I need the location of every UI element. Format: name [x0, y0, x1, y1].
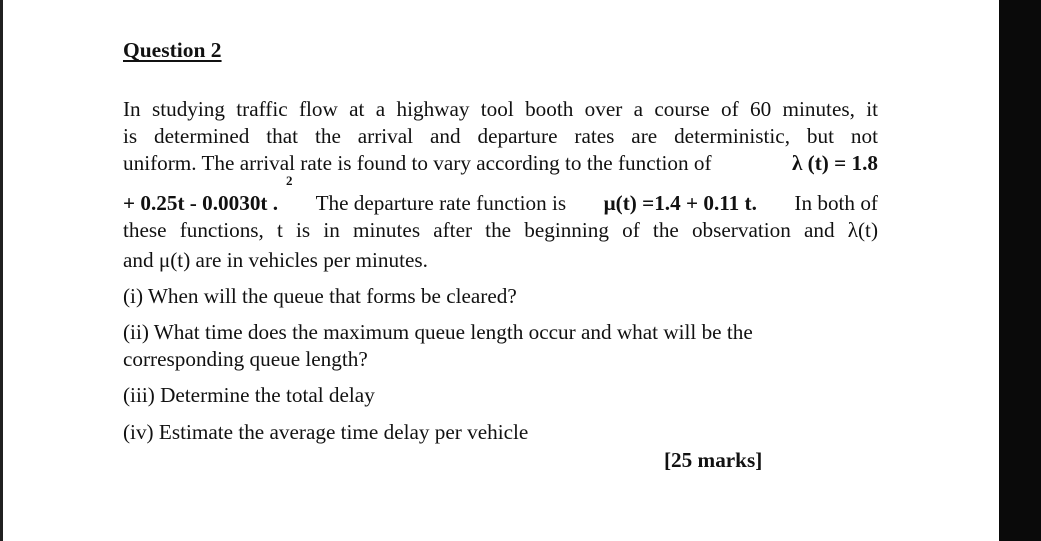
window-right-edge: [999, 0, 1041, 541]
question-ii-line-2: corresponding queue length?: [123, 347, 368, 371]
body-line-5-text: these functions, t is in minutes after the beginning of the observation and λ(t): [123, 218, 878, 242]
body-line-4-text-a: The departure rate function is: [315, 191, 567, 215]
body-line-6: [123, 247, 878, 274]
body-line-1: [123, 96, 878, 123]
body-line-2-text: is determined that the arrival and departure rates are deterministic, but not: [123, 124, 878, 148]
body-line-6-text: and μ(t) are in vehicles per minutes.: [123, 248, 428, 272]
question-title: Question 2: [123, 38, 222, 62]
question-iv: (iv) Estimate the average time delay per vehicle: [123, 420, 529, 444]
body-line-5: [123, 217, 878, 244]
formula-period: .: [272, 191, 279, 215]
arrival-rate-formula: λ (t) = 1.8: [791, 151, 878, 175]
superscript-two: 2: [286, 173, 293, 188]
body-line-1-text: In studying traffic flow at a highway tool booth over a course of 60 minutes, it: [123, 97, 878, 121]
arrival-rate-formula-cont: + 0.25t - 0.0030t: [123, 191, 268, 215]
question-iii: (iii) Determine the total delay: [123, 383, 375, 407]
question-i: (i) When will the queue that forms be cleared?: [123, 284, 517, 308]
question-ii-line-1: (ii) What time does the maximum queue length occur and what will be the: [123, 320, 753, 344]
body-line-3-text: uniform. The arrival rate is found to vary according to the function of: [123, 151, 712, 175]
body-line-4: [123, 190, 878, 217]
departure-rate-formula: μ(t) =1.4 + 0.11 t.: [603, 191, 757, 215]
marks-label: [25 marks]: [664, 448, 763, 472]
body-line-4-text-b: In both of: [794, 191, 878, 215]
body-line-2: [123, 123, 878, 150]
body-line-3: [123, 150, 878, 177]
